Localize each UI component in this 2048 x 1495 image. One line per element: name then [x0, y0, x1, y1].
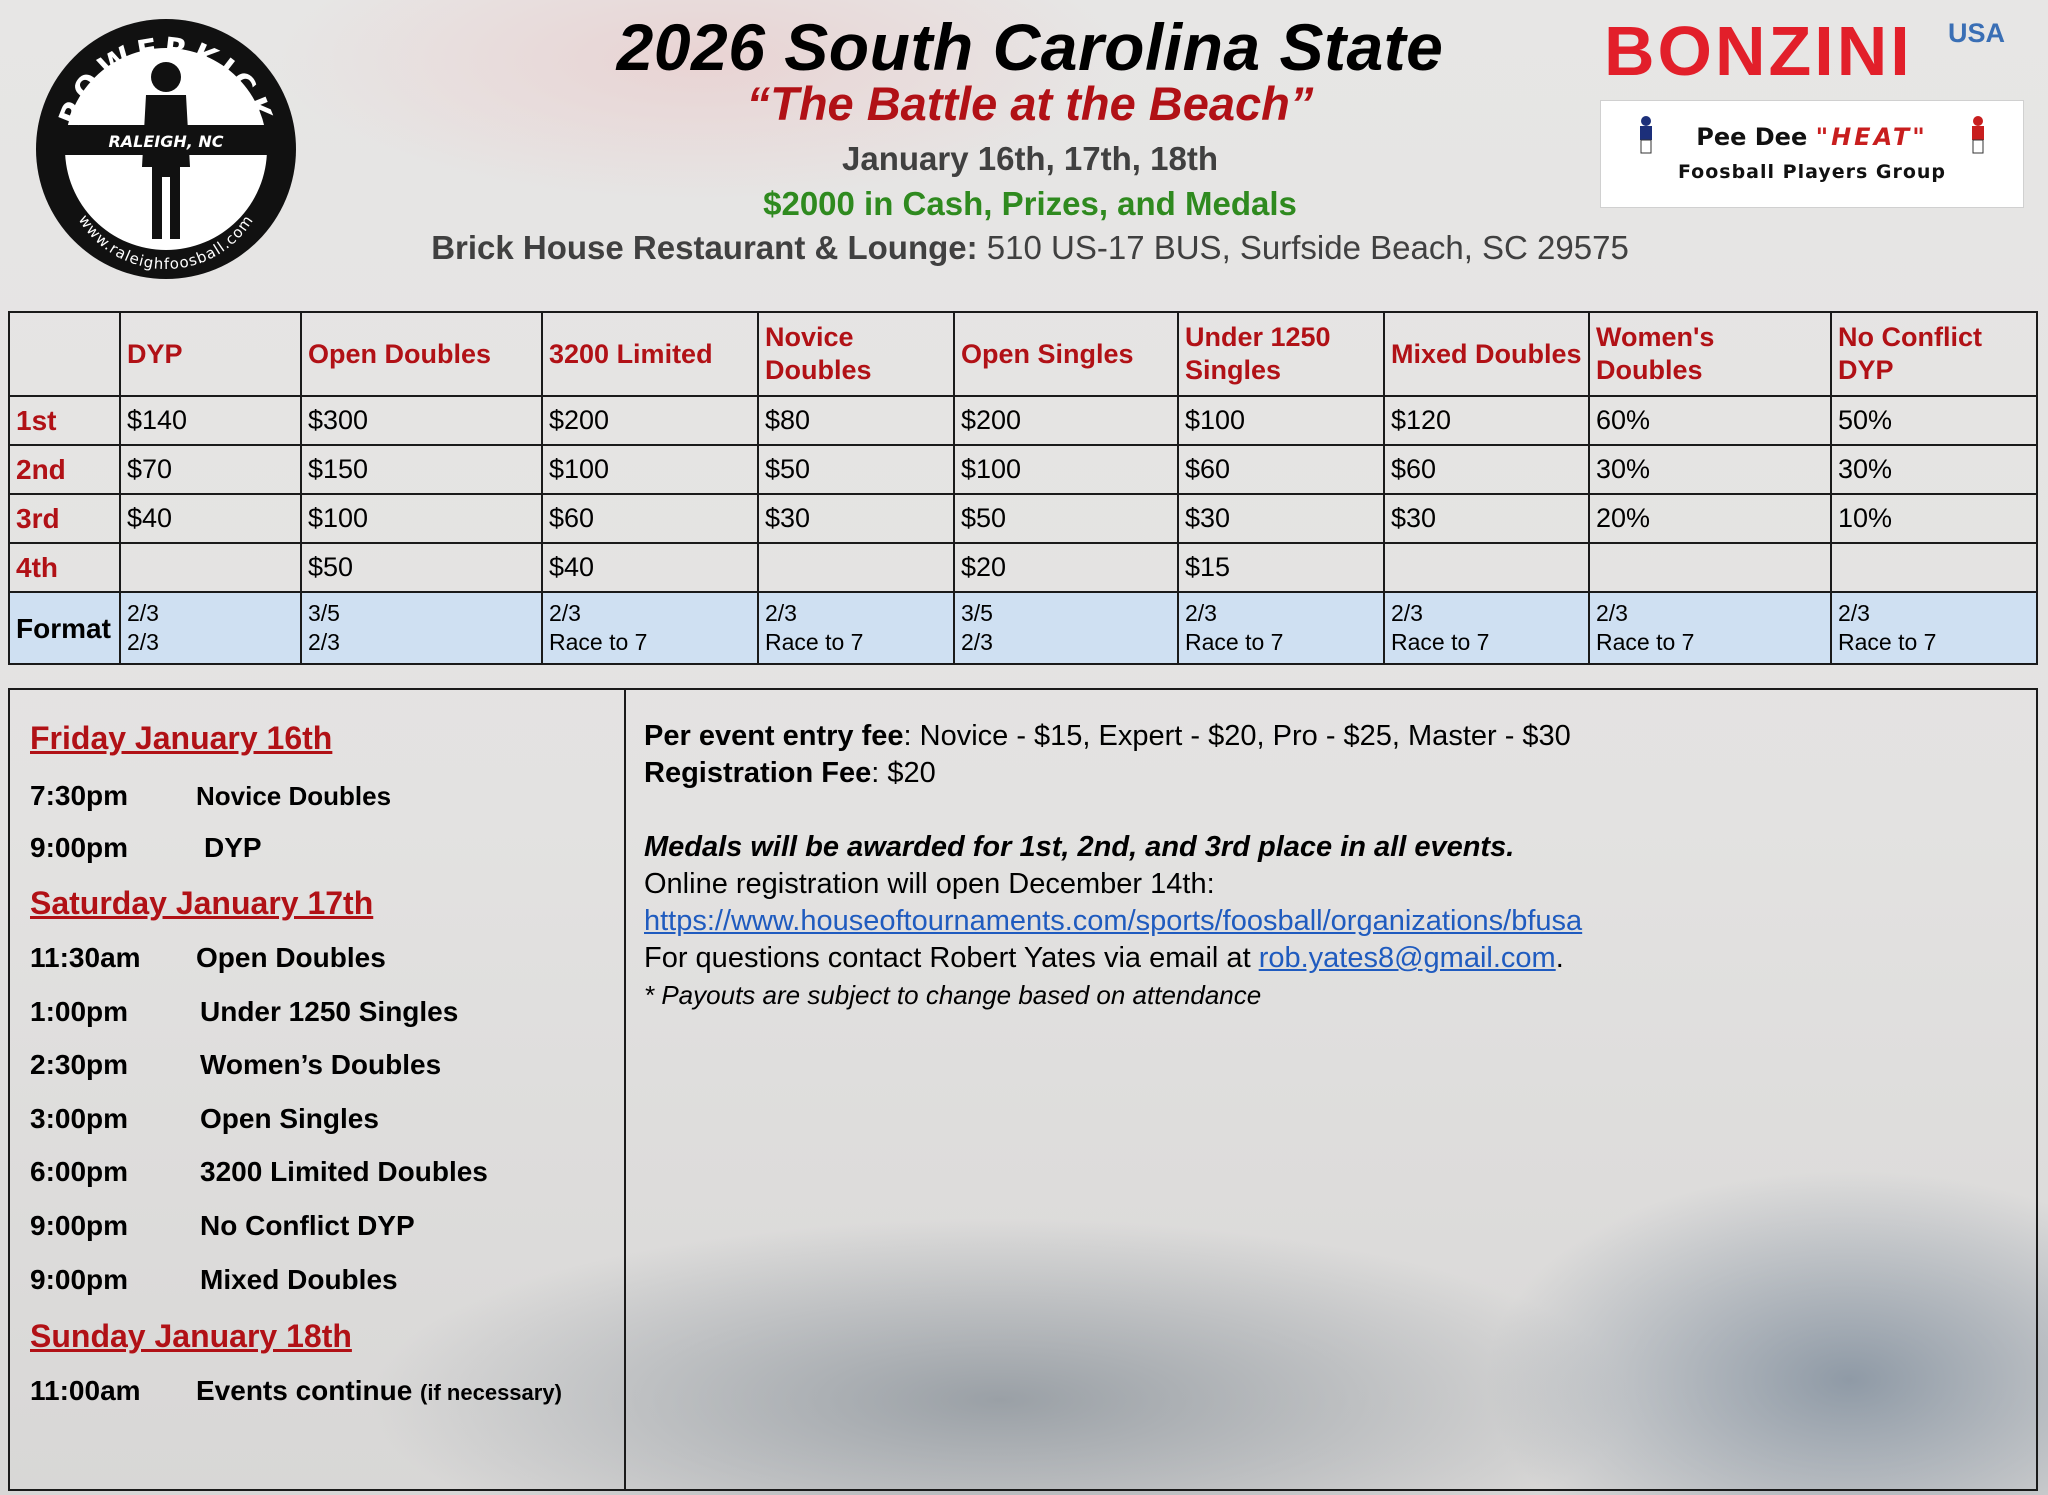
prize-cell: 10%	[1831, 494, 2037, 543]
venue-name: Brick House Restaurant & Lounge:	[431, 229, 978, 266]
prize-cell: $70	[120, 445, 301, 494]
prize-cell: $30	[758, 494, 954, 543]
prize-cell: $20	[954, 543, 1178, 592]
prize-cell: 60%	[1589, 396, 1831, 445]
schedule-item	[30, 1154, 488, 1190]
format-line-2: Race to 7	[1838, 629, 1937, 655]
prize-cell: $100	[301, 494, 542, 543]
venue-address: 510 US-17 BUS, Surfside Beach, SC 29575	[977, 229, 1629, 266]
contact-suffix: .	[1555, 942, 1564, 974]
format-line-1: 3/5	[308, 600, 340, 626]
schedule-item	[30, 830, 262, 866]
bonzini-logo: BONZINI	[1604, 12, 1913, 90]
format-line-2: Race to 7	[765, 629, 864, 655]
saturday-heading: Saturday January 17th	[30, 885, 374, 921]
schedule-event: No Conflict DYP	[200, 1210, 415, 1241]
format-cell	[1831, 592, 2037, 664]
format-line-2: 2/3	[127, 629, 159, 655]
schedule-item	[30, 1047, 441, 1083]
registration-fee	[644, 755, 1582, 792]
format-cell	[758, 592, 954, 664]
prize-cell: $60	[542, 494, 758, 543]
format-line-1: 2/3	[127, 600, 159, 626]
prize-cell: $80	[758, 396, 954, 445]
prize-cell: $300	[301, 396, 542, 445]
format-line-1: 2/3	[1838, 600, 1870, 626]
table-row	[9, 396, 2037, 445]
prize-cell: $100	[954, 445, 1178, 494]
peedee-name-a: Pee Dee	[1696, 123, 1816, 151]
prize-cell: 30%	[1831, 445, 2037, 494]
contact-prefix: For questions contact Robert Yates via email at	[644, 942, 1259, 974]
format-line-1: 2/3	[1185, 600, 1217, 626]
powerkick-logo	[34, 17, 298, 281]
format-cell	[1178, 592, 1384, 664]
prize-cell	[1589, 543, 1831, 592]
bonzini-usa-label: USA	[1948, 18, 2006, 48]
venue	[380, 227, 1680, 269]
powerkick-city: RALEIGH, NC	[108, 132, 224, 151]
schedule-item	[30, 1101, 379, 1137]
format-cell	[301, 592, 542, 664]
format-line-2: 2/3	[961, 629, 993, 655]
schedule-item	[30, 1373, 562, 1411]
corner-cell	[9, 312, 120, 396]
peedee-name	[1601, 123, 2023, 151]
schedule-event: Open Doubles	[196, 942, 386, 973]
column-header: Women's Doubles	[1589, 312, 1831, 396]
format-cell	[954, 592, 1178, 664]
prize-cell	[1384, 543, 1589, 592]
page-subtitle: “The Battle at the Beach”	[746, 77, 1314, 130]
info-text	[644, 718, 1582, 1014]
schedule-event: Events continue	[196, 1375, 421, 1406]
column-header: 3200 Limited	[542, 312, 758, 396]
entry-fee-value: : Novice - $15, Expert - $20, Pro - $25, Master - $30	[903, 720, 1571, 752]
prize-cell: 50%	[1831, 396, 2037, 445]
entry-fee	[644, 718, 1582, 755]
format-line-1: 2/3	[549, 600, 581, 626]
place-label: 3rd	[9, 494, 120, 543]
schedule-event: Women’s Doubles	[200, 1049, 442, 1080]
powerkick-url: www.raleighfoosball.com	[74, 211, 258, 274]
peedee-group: Foosball Players Group	[1677, 161, 1947, 183]
prize-cell: $100	[542, 445, 758, 494]
schedule-time: 9:00pm	[30, 1210, 129, 1241]
schedule-item	[30, 994, 458, 1030]
prize-table-header	[9, 312, 2037, 396]
prize-cell: $60	[1178, 445, 1384, 494]
schedule-time: 11:30am	[30, 942, 141, 973]
schedule-time: 2:30pm	[30, 1049, 129, 1080]
schedule-event: Mixed Doubles	[200, 1264, 398, 1295]
event-dates: January 16th, 17th, 18th	[842, 140, 1218, 177]
prize-cell: $200	[542, 396, 758, 445]
schedule-time: 7:30pm	[30, 780, 129, 811]
schedule-note: (if necessary)	[420, 1380, 562, 1405]
prize-summary: $2000 in Cash, Prizes, and Medals	[763, 185, 1297, 222]
prize-cell: $15	[1178, 543, 1384, 592]
powerkick-top-text: POWERKICK	[52, 31, 280, 131]
prize-cell	[120, 543, 301, 592]
sunday-heading: Sunday January 18th	[30, 1318, 352, 1354]
schedule-panel	[8, 688, 626, 1491]
peedee-heat-logo	[1600, 100, 2024, 208]
schedule-item	[30, 1262, 398, 1298]
table-row	[9, 445, 2037, 494]
schedule-time: 6:00pm	[30, 1156, 129, 1187]
schedule-event: DYP	[204, 832, 262, 863]
schedule-time: 9:00pm	[30, 1264, 129, 1295]
format-line-1: 2/3	[765, 600, 797, 626]
registration-fee-value: : $20	[871, 757, 936, 789]
prize-cell: $100	[1178, 396, 1384, 445]
column-header: Mixed Doubles	[1384, 312, 1589, 396]
schedule-item	[30, 778, 391, 814]
format-line-2: Race to 7	[1391, 629, 1490, 655]
payout-note: * Payouts are subject to change based on attendance	[644, 980, 1262, 1010]
prize-cell: $50	[758, 445, 954, 494]
format-line-2: Race to 7	[1596, 629, 1695, 655]
format-line-1: 2/3	[1391, 600, 1423, 626]
schedule-event: Open Singles	[200, 1103, 379, 1134]
prize-cell: $200	[954, 396, 1178, 445]
online-registration: Online registration will open December 14th:	[644, 868, 1215, 900]
info-panel	[624, 688, 2038, 1491]
contact-line	[644, 940, 1582, 977]
prize-cell: $30	[1384, 494, 1589, 543]
schedule-event: Novice Doubles	[196, 781, 392, 811]
column-header: Open Singles	[954, 312, 1178, 396]
registration-fee-label: Registration Fee	[644, 757, 872, 789]
column-header: Open Doubles	[301, 312, 542, 396]
registration-link[interactable]: https://www.houseoftournaments.com/sports/foosball/organizations/bfusa	[644, 905, 1583, 937]
format-cell	[1384, 592, 1589, 664]
prize-cell	[1831, 543, 2037, 592]
column-header: DYP	[120, 312, 301, 396]
schedule-event: Under 1250 Singles	[200, 996, 459, 1027]
contact-email-link[interactable]: rob.yates8@gmail.com	[1258, 942, 1556, 974]
format-label: Format	[9, 592, 120, 664]
schedule-time: 1:00pm	[30, 996, 129, 1027]
friday-heading: Friday January 16th	[30, 720, 333, 756]
place-label: 1st	[9, 396, 120, 445]
prize-cell: $50	[954, 494, 1178, 543]
format-cell	[1589, 592, 1831, 664]
prize-cell: $40	[120, 494, 301, 543]
prize-table	[8, 311, 2038, 665]
format-line-1: 2/3	[1596, 600, 1628, 626]
place-label: 4th	[9, 543, 120, 592]
column-header: Under 1250 Singles	[1178, 312, 1384, 396]
prize-cell: $30	[1178, 494, 1384, 543]
format-line-2: 2/3	[308, 629, 340, 655]
schedule-event: 3200 Limited Doubles	[200, 1156, 488, 1187]
schedule-time: 3:00pm	[30, 1103, 129, 1134]
format-line-2: Race to 7	[1185, 629, 1284, 655]
column-header: Novice Doubles	[758, 312, 954, 396]
format-line-2: Race to 7	[549, 629, 648, 655]
prize-cell: $50	[301, 543, 542, 592]
medals-note: Medals will be awarded for 1st, 2nd, and 3rd place in all events.	[644, 831, 1515, 863]
column-header: No Conflict DYP	[1831, 312, 2037, 396]
format-cell	[120, 592, 301, 664]
prize-cell	[758, 543, 954, 592]
schedule-time: 11:00am	[30, 1375, 141, 1406]
prize-cell: $150	[301, 445, 542, 494]
peedee-heat: "HEAT"	[1815, 123, 1928, 151]
prize-cell: 30%	[1589, 445, 1831, 494]
format-cell	[542, 592, 758, 664]
prize-cell: $120	[1384, 396, 1589, 445]
prize-cell: $140	[120, 396, 301, 445]
schedule-item	[30, 940, 386, 976]
table-row	[9, 494, 2037, 543]
page-title: 2026 South Carolina State	[616, 10, 1444, 84]
prize-cell: $40	[542, 543, 758, 592]
format-row	[9, 592, 2037, 664]
table-row	[9, 543, 2037, 592]
entry-fee-label: Per event entry fee	[644, 720, 904, 752]
place-label: 2nd	[9, 445, 120, 494]
format-line-1: 3/5	[961, 600, 993, 626]
prize-cell: $60	[1384, 445, 1589, 494]
schedule-item	[30, 1208, 415, 1244]
schedule-time: 9:00pm	[30, 832, 129, 863]
prize-cell: 20%	[1589, 494, 1831, 543]
